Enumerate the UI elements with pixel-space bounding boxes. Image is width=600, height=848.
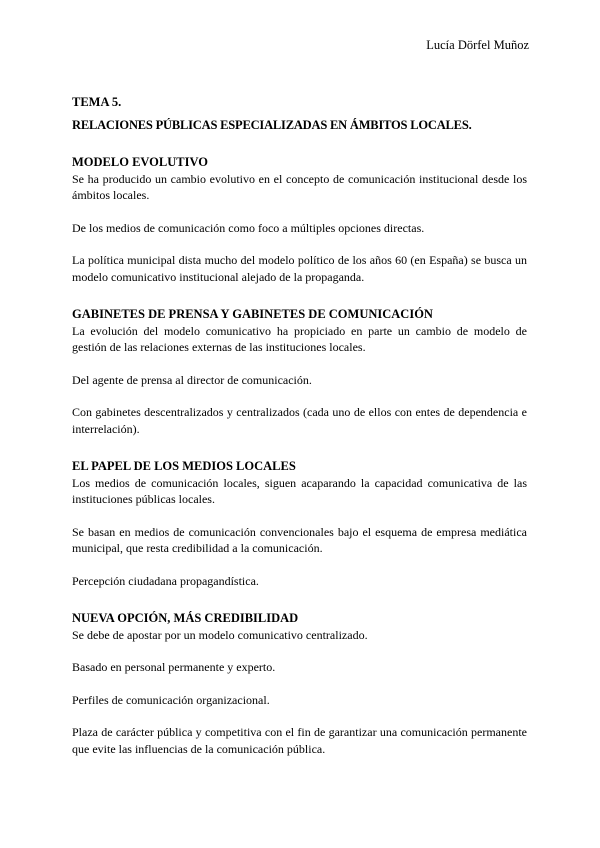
paragraph: Del agente de prensa al director de comunicación. <box>72 372 312 387</box>
section-heading: EL PAPEL DE LOS MEDIOS LOCALES <box>72 459 296 473</box>
paragraph: La política municipal dista mucho del modelo político de los años 60 (en España) se busca un modelo comunicativo institucional alejado de la propaganda. <box>72 253 527 284</box>
paragraph: Perfiles de comunicación organizacional. <box>72 692 270 707</box>
section-gabinetes <box>72 306 527 437</box>
paragraph: Se debe de apostar por un modelo comunicativo centralizado. <box>72 627 368 642</box>
section-heading: GABINETES DE PRENSA Y GABINETES DE COMUNICACIÓN <box>72 307 433 321</box>
paragraph: Percepción ciudadana propagandística. <box>72 573 259 588</box>
paragraph: De los medios de comunicación como foco a múltiples opciones directas. <box>72 220 425 235</box>
section-heading: MODELO EVOLUTIVO <box>72 155 208 169</box>
document-body <box>72 94 527 757</box>
section-medios-locales <box>72 458 527 589</box>
paragraph: Basado en personal permanente y experto. <box>72 660 276 674</box>
paragraph: Se basan en medios de comunicación convencionales bajo el esquema de empresa mediática municipal, que resta credibilidad a la comunicación. <box>72 524 527 555</box>
paragraph: Con gabinetes descentralizados y centralizados (cada uno de ellos con entes de dependencia e interrelación). <box>72 405 527 436</box>
paragraph: La evolución del modelo comunicativo ha propiciado en parte un cambio de modelo de gestión de las relaciones externas de las instituciones locales. <box>72 323 527 354</box>
paragraph: Plaza de carácter pública y competitiva con el fin de garantizar una comunicación permanente que evite las influencias de la comunicación pública. <box>72 725 527 756</box>
paragraph: Se ha producido un cambio evolutivo en el concepto de comunicación institucional desde los ámbitos locales. <box>72 171 527 202</box>
section-heading: NUEVA OPCIÓN, MÁS CREDIBILIDAD <box>72 611 299 625</box>
paragraph: Los medios de comunicación locales, siguen acaparando la capacidad comunicativa de las instituciones públicas locales. <box>72 475 527 506</box>
section-nueva-opcion <box>72 610 527 757</box>
section-modelo-evolutivo <box>72 154 527 285</box>
topic-number: TEMA 5. <box>72 95 122 109</box>
author-name: Lucía Dörfel Muñoz <box>426 38 529 52</box>
document-title: RELACIONES PÚBLICAS ESPECIALIZADAS EN ÁMBITOS LOCALES. <box>72 117 472 132</box>
